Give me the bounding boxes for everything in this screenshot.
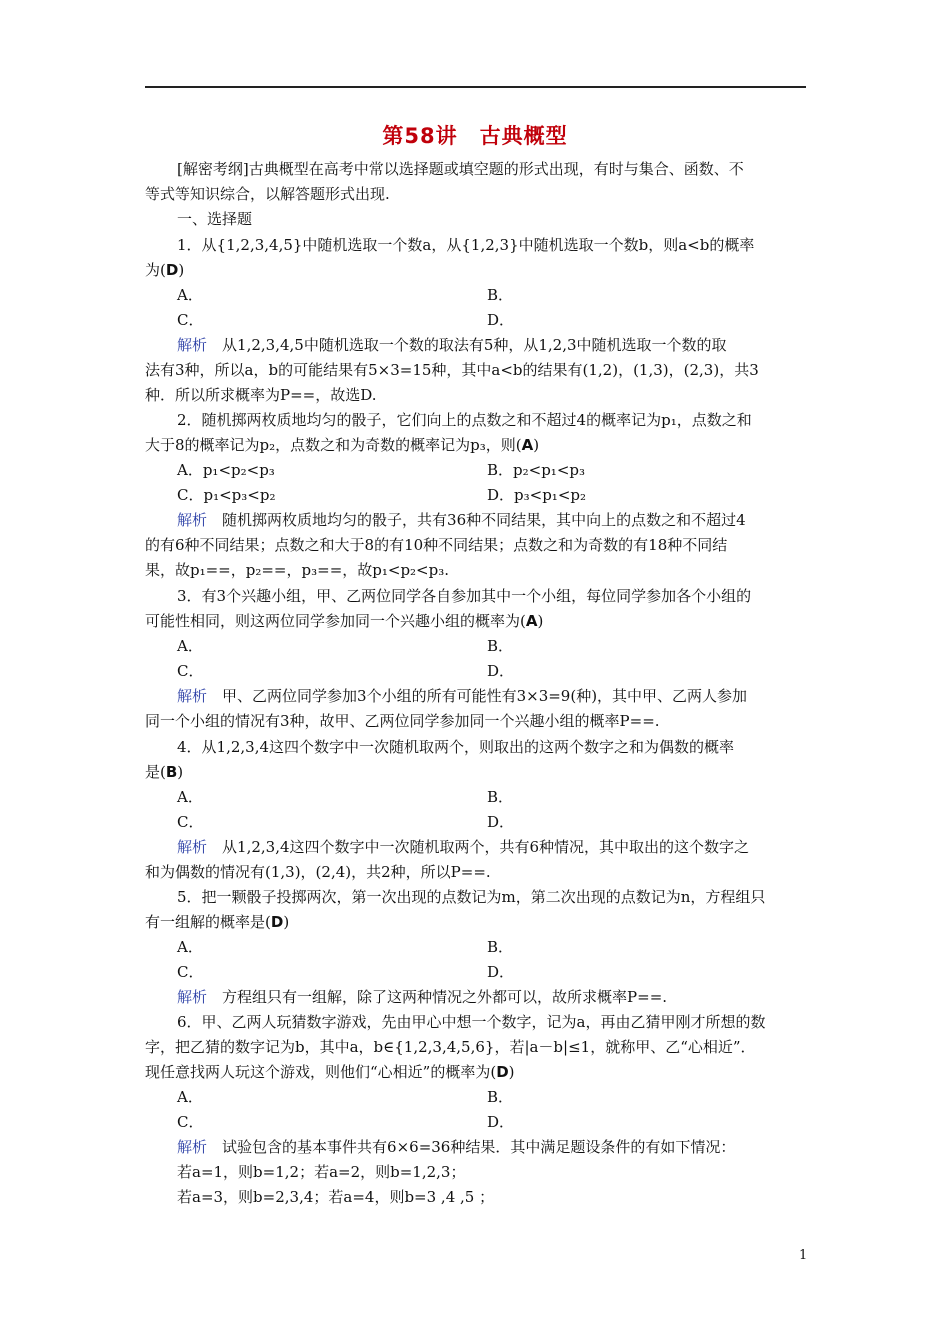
option-a: A．	[177, 637, 203, 655]
question-stem: 为(D)	[145, 261, 185, 279]
solution-line: 若a=1，则b=1,2；若a=2，则b=1,2,3；	[177, 1163, 466, 1181]
solution-line: 解析 方程组只有一组解，除了这两种情况之外都可以，故所求概率P==.	[177, 988, 668, 1006]
solution-line: 若a=3，则b=2,3,4；若a=4，则b=3 ,4 ,5 ；	[177, 1188, 495, 1206]
option-c: C．	[177, 662, 204, 680]
intro-line: [解密考纲]古典概型在高考中常以选择题或填空题的形式出现，有时与集合、函数、不	[177, 160, 744, 178]
solution-line: 解析 甲、乙两位同学参加3个小组的所有可能性有3×3=9(种)，其中甲、乙两人参加	[177, 687, 748, 705]
solution-line: 解析 从1,2,3,4,5中随机选取一个数的取法有5种，从1,2,3中随机选取一个数的取	[177, 336, 727, 354]
question-stem: 可能性相同，则这两位同学参加同一个兴趣小组的概率为(A)	[145, 612, 544, 630]
question-stem: 5．把一颗骰子投掷两次，第一次出现的点数记为m，第二次出现的点数记为n，方程组只	[177, 888, 766, 906]
question-stem: 4．从1,2,3,4这四个数字中一次随机取两个，则取出的这两个数字之和为偶数的概率	[177, 738, 735, 756]
page-title: 第58讲 古典概型	[382, 124, 568, 148]
option-c: C．	[177, 813, 204, 831]
solution-line: 和为偶数的情况有(1,3)，(2,4)，共2种，所以P==.	[145, 863, 491, 881]
option-b: B．p₂<p₁<p₃	[487, 461, 586, 479]
option-d: D．	[487, 963, 515, 981]
question-stem: 1．从{1,2,3,4,5}中随机选取一个数a，从{1,2,3}中随机选取一个数b，则a<b的概率	[177, 236, 755, 254]
solution-line: 的有6种不同结果；点数之和大于8的有10种不同结果；点数之和为奇数的有18种不同结	[145, 536, 728, 554]
option-b: B．	[487, 788, 514, 806]
intro-line: 等式等知识综合，以解答题形式出现.	[145, 185, 390, 203]
question-stem: 是(B)	[145, 763, 184, 781]
question-stem: 大于8的概率记为p₂，点数之和为奇数的概率记为p₃，则(A)	[145, 436, 540, 454]
option-b: B．	[487, 637, 514, 655]
question-stem: 2．随机掷两枚质地均匀的骰子，它们向上的点数之和不超过4的概率记为p₁，点数之和	[177, 411, 752, 429]
option-d: D．	[487, 662, 515, 680]
option-d: D．	[487, 311, 515, 329]
option-c: C．	[177, 963, 204, 981]
option-a: A．p₁<p₂<p₃	[177, 461, 275, 479]
question-stem: 字，把乙猜的数字记为b，其中a，b∈{1,2,3,4,5,6}，若|a－b|≤1，就称甲、乙“心相近”．	[145, 1038, 756, 1056]
page-number: 1	[799, 1248, 808, 1263]
question-stem: 有一组解的概率是(D)	[145, 913, 290, 931]
question-stem: 3．有3个兴趣小组，甲、乙两位同学各自参加其中一个小组，每位同学参加各个小组的	[177, 587, 752, 605]
option-d: D．	[487, 813, 515, 831]
solution-line: 解析 从1,2,3,4这四个数字中一次随机取两个，共有6种情况，其中取出的这个数字之	[177, 838, 750, 856]
solution-line: 同一个小组的情况有3种，故甲、乙两位同学参加同一个兴趣小组的概率P==.	[145, 712, 660, 730]
solution-line: 解析 随机掷两枚质地均匀的骰子，共有36种不同结果，其中向上的点数之和不超过4	[177, 511, 746, 529]
option-a: A．	[177, 788, 203, 806]
solution-line: 法有3种，所以a，b的可能结果有5×3=15种，其中a<b的结果有(1,2)，(1,3)，(2,3)，共3	[145, 361, 759, 379]
header-rule	[145, 86, 806, 88]
option-c: C．	[177, 1113, 204, 1131]
option-d: D．p₃<p₁<p₂	[487, 486, 587, 504]
question-stem: 6．甲、乙两人玩猜数字游戏，先由甲心中想一个数字，记为a，再由乙猜甲刚才所想的数	[177, 1013, 766, 1031]
option-d: D．	[487, 1113, 515, 1131]
solution-line: 种．所以所求概率为P==，故选D.	[145, 386, 377, 404]
option-b: B．	[487, 938, 514, 956]
option-a: A．	[177, 286, 203, 304]
solution-line: 果，故p₁==，p₂==，p₃==，故p₁<p₂<p₃.	[145, 561, 450, 579]
section-heading: 一、选择题	[177, 210, 253, 228]
option-b: B．	[487, 286, 514, 304]
option-c: C．p₁<p₃<p₂	[177, 486, 276, 504]
option-a: A．	[177, 1088, 203, 1106]
option-c: C．	[177, 311, 204, 329]
question-stem: 现任意找两人玩这个游戏，则他们“心相近”的概率为(D)	[145, 1063, 515, 1081]
solution-line: 解析 试验包含的基本事件共有6×6=36种结果．其中满足题设条件的有如下情况：	[177, 1138, 736, 1156]
option-b: B．	[487, 1088, 514, 1106]
option-a: A．	[177, 938, 203, 956]
